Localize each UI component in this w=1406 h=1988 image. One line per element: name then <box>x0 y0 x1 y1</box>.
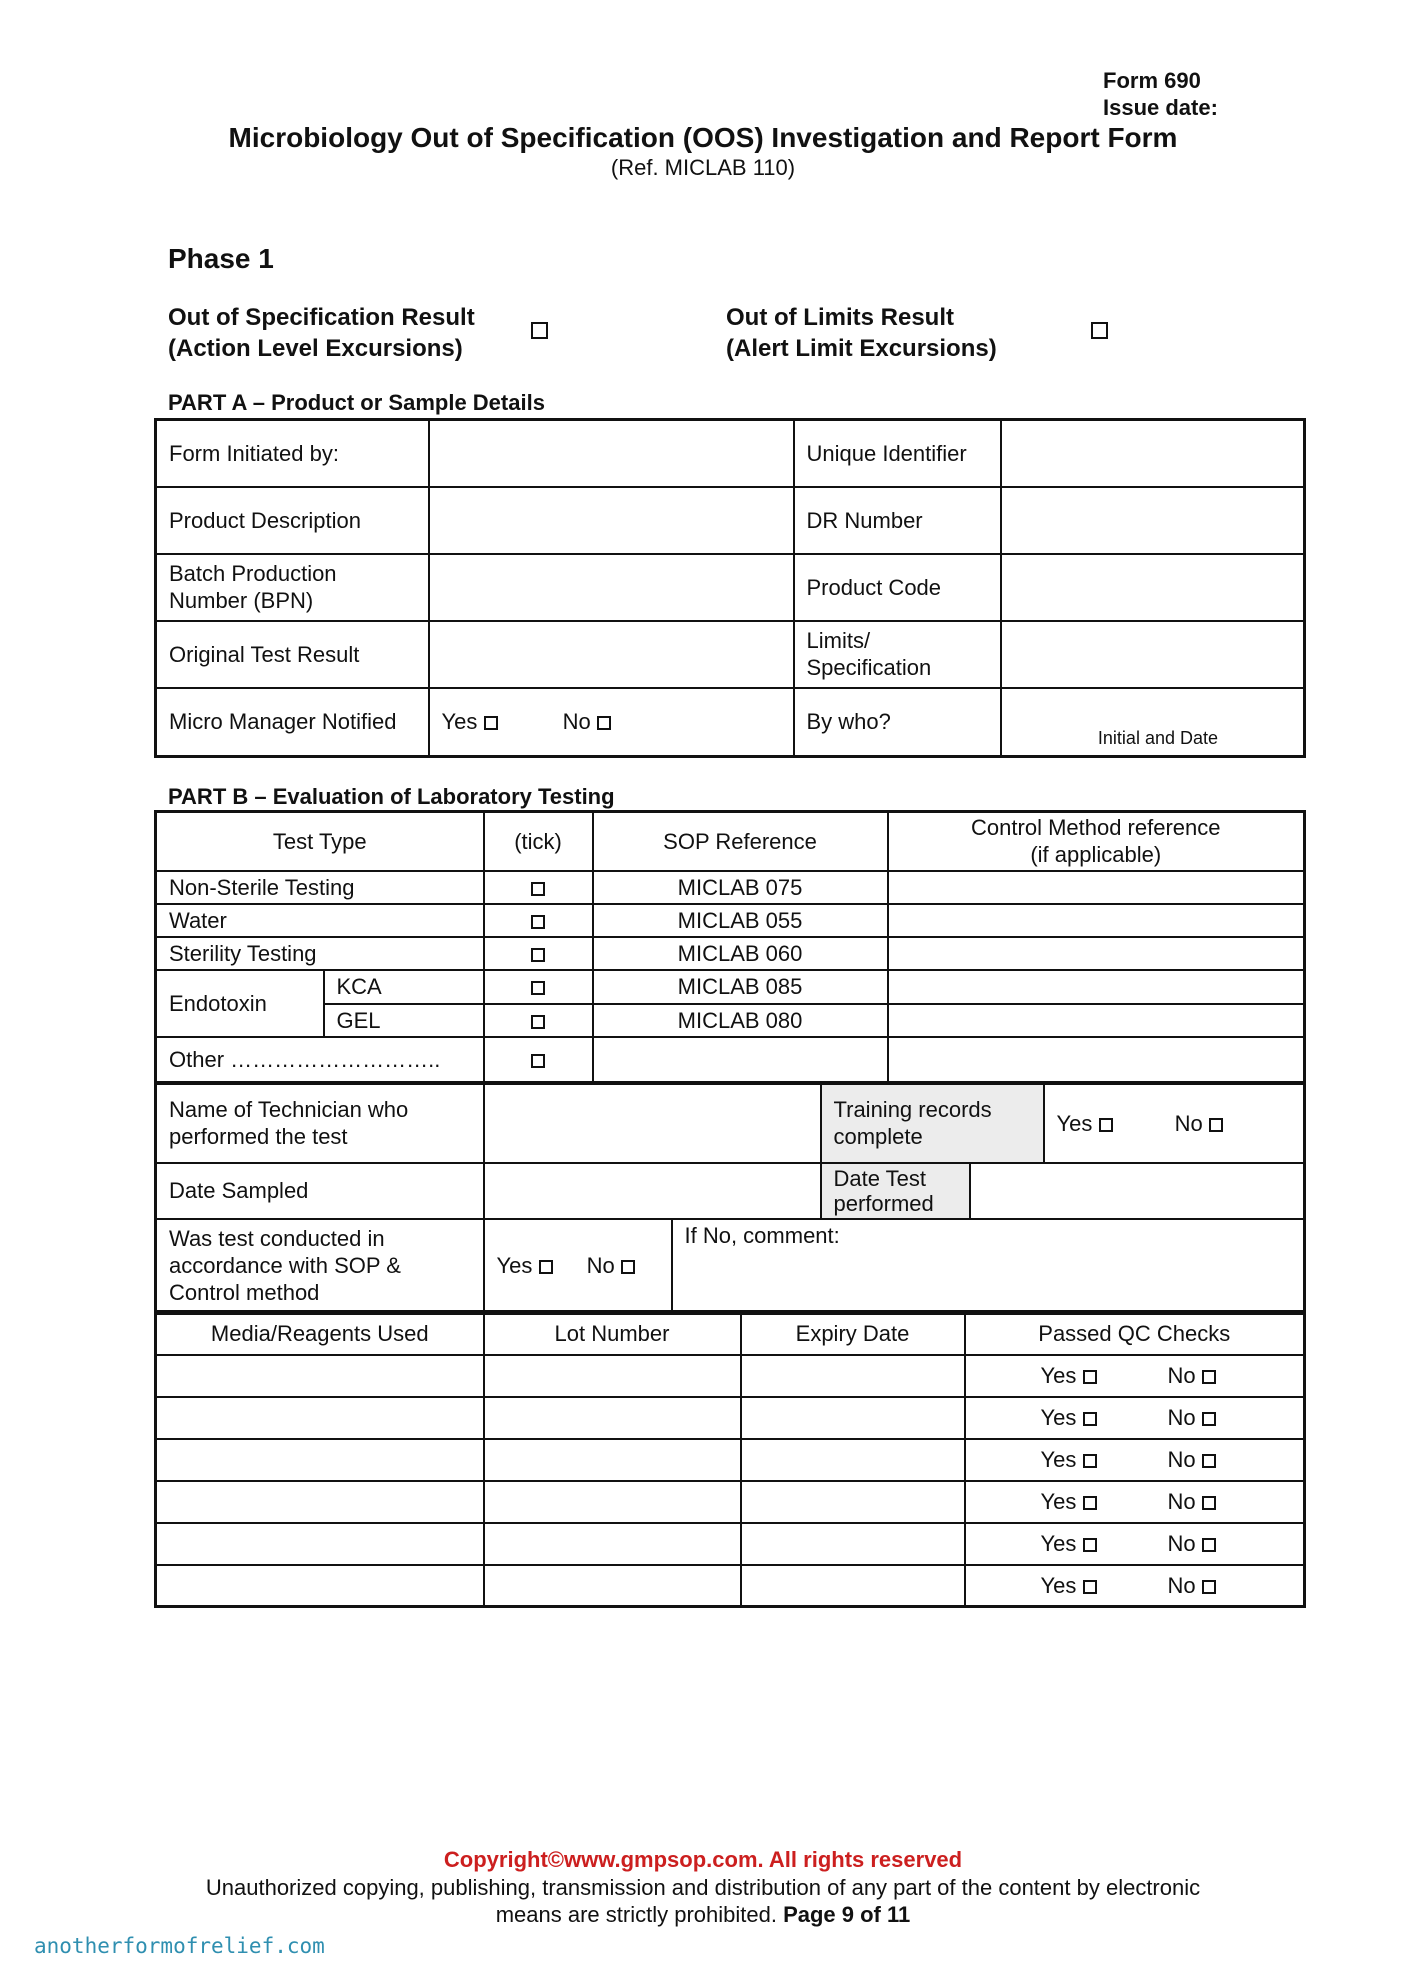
col-control-method: Control Method reference (if applicable) <box>888 812 1305 871</box>
test-type-non-sterile: Non-Sterile Testing <box>156 871 484 904</box>
expiry-cell[interactable] <box>741 1565 965 1607</box>
limits-field[interactable] <box>1001 621 1305 688</box>
initial-and-date-label: Initial and Date <box>1097 728 1218 748</box>
lot-cell[interactable] <box>484 1481 741 1523</box>
control-method-sterility[interactable] <box>888 937 1305 970</box>
non-sterile-checkbox[interactable] <box>531 882 545 896</box>
micro-manager-no-checkbox[interactable] <box>597 716 611 730</box>
qc-yes-checkbox[interactable] <box>1083 1538 1097 1552</box>
col-passed-qc: Passed QC Checks <box>965 1312 1305 1355</box>
dr-number-label: DR Number <box>794 487 1001 554</box>
ool-checkbox[interactable] <box>1091 322 1108 339</box>
micro-manager-yes-no: Yes No <box>429 688 794 757</box>
training-yes-checkbox[interactable] <box>1099 1118 1113 1132</box>
sterility-checkbox[interactable] <box>531 948 545 962</box>
lot-cell[interactable] <box>484 1397 741 1439</box>
qc-no-checkbox[interactable] <box>1202 1496 1216 1510</box>
limits-label: Limits/ Specification <box>794 621 1001 688</box>
control-method-non-sterile[interactable] <box>888 871 1305 904</box>
date-test-performed-label: Date Test performed <box>821 1163 970 1219</box>
ool-result-label: Out of Limits Result (Alert Limit Excursions) <box>726 304 997 362</box>
gel-checkbox[interactable] <box>531 1015 545 1029</box>
qc-cell: Yes No <box>965 1481 1305 1523</box>
qc-yes-checkbox[interactable] <box>1083 1496 1097 1510</box>
media-cell[interactable] <box>156 1481 484 1523</box>
qc-cell: Yes No <box>965 1565 1305 1607</box>
if-no-comment-field[interactable] <box>672 1219 1305 1314</box>
micro-manager-yes-checkbox[interactable] <box>484 716 498 730</box>
form-initiated-label: Form Initiated by: <box>156 420 429 487</box>
dr-number-field[interactable] <box>1001 487 1305 554</box>
endotoxin-gel: GEL <box>324 1004 484 1037</box>
qc-no-checkbox[interactable] <box>1202 1412 1216 1426</box>
copyright-notice: Copyright©www.gmpsop.com. All rights reserved <box>443 1847 963 1872</box>
qc-no-checkbox[interactable] <box>1202 1370 1216 1384</box>
bpn-label: Batch Production Number (BPN) <box>156 554 429 621</box>
expiry-cell[interactable] <box>741 1355 965 1397</box>
test-type-table <box>154 810 1306 1084</box>
media-reagents-table <box>154 1310 1306 1608</box>
qc-no-checkbox[interactable] <box>1202 1580 1216 1594</box>
expiry-cell[interactable] <box>741 1397 965 1439</box>
test-type-endotoxin: Endotoxin <box>156 970 324 1037</box>
by-who-label: By who? <box>794 688 1001 757</box>
media-cell[interactable] <box>156 1397 484 1439</box>
lot-cell[interactable] <box>484 1355 741 1397</box>
product-code-label: Product Code <box>794 554 1001 621</box>
sop-kca: MICLAB 085 <box>593 970 888 1004</box>
product-description-field[interactable] <box>429 487 794 554</box>
other-checkbox[interactable] <box>531 1054 545 1068</box>
date-test-performed-field[interactable] <box>970 1163 1305 1219</box>
product-description-label: Product Description <box>156 487 429 554</box>
kca-checkbox[interactable] <box>531 981 545 995</box>
form-reference: (Ref. MICLAB 110) <box>610 155 796 180</box>
by-who-field[interactable] <box>1001 688 1305 757</box>
sop-no-checkbox[interactable] <box>621 1260 635 1274</box>
date-sampled-label: Date Sampled <box>156 1163 484 1219</box>
page-number: Page 9 of 11 <box>783 1902 911 1927</box>
col-lot-number: Lot Number <box>484 1312 741 1355</box>
technician-label: Name of Technician who performed the test <box>156 1084 484 1163</box>
training-records-yes-no: Yes No <box>1044 1084 1305 1163</box>
micro-manager-label: Micro Manager Notified <box>156 688 429 757</box>
lot-cell[interactable] <box>484 1439 741 1481</box>
oos-result-label: Out of Specification Result (Action Level Excursions) <box>168 304 475 362</box>
lot-cell[interactable] <box>484 1523 741 1565</box>
expiry-cell[interactable] <box>741 1481 965 1523</box>
sop-other[interactable] <box>593 1037 888 1083</box>
col-sop-reference: SOP Reference <box>593 812 888 871</box>
sop-sterility: MICLAB 060 <box>593 937 888 970</box>
endotoxin-kca: KCA <box>324 970 484 1004</box>
table-row <box>156 1565 1305 1607</box>
unique-identifier-field[interactable] <box>1001 420 1305 487</box>
date-sampled-field[interactable] <box>484 1163 821 1219</box>
col-test-type: Test Type <box>156 812 484 871</box>
part-b-heading: PART B – Evaluation of Laboratory Testing <box>168 784 615 809</box>
issue-date: Issue date: <box>1103 95 1218 120</box>
col-media-reagents: Media/Reagents Used <box>156 1312 484 1355</box>
media-cell[interactable] <box>156 1565 484 1607</box>
test-type-sterility: Sterility Testing <box>156 937 484 970</box>
sop-yes-checkbox[interactable] <box>539 1260 553 1274</box>
if-no-comment-label: If No, comment: <box>684 1222 840 1248</box>
training-records-label: Training records complete <box>821 1084 1044 1163</box>
part-a-heading: PART A – Product or Sample Details <box>168 390 545 415</box>
technician-table <box>154 1082 1306 1315</box>
bpn-field[interactable] <box>429 554 794 621</box>
table-row <box>156 1355 1305 1397</box>
form-number: Form 690 <box>1103 68 1201 93</box>
qc-cell: Yes No <box>965 1397 1305 1439</box>
media-cell[interactable] <box>156 1523 484 1565</box>
table-row <box>156 1523 1305 1565</box>
qc-no-checkbox[interactable] <box>1202 1538 1216 1552</box>
qc-cell: Yes No <box>965 1355 1305 1397</box>
test-type-water: Water <box>156 904 484 937</box>
table-row <box>156 1439 1305 1481</box>
expiry-cell[interactable] <box>741 1439 965 1481</box>
water-checkbox[interactable] <box>531 915 545 929</box>
control-method-kca[interactable] <box>888 970 1305 1004</box>
media-cell[interactable] <box>156 1355 484 1397</box>
technician-field[interactable] <box>484 1084 821 1163</box>
control-method-water[interactable] <box>888 904 1305 937</box>
lot-cell[interactable] <box>484 1565 741 1607</box>
qc-yes-checkbox[interactable] <box>1083 1412 1097 1426</box>
unique-identifier-label: Unique Identifier <box>794 420 1001 487</box>
sop-accordance-label: Was test conducted in accordance with SOP & Control method <box>156 1219 484 1314</box>
copyright-line2: Unauthorized copying, publishing, transmission and distribution of any part of the content by electronic <box>205 1875 1201 1900</box>
sop-gel: MICLAB 080 <box>593 1004 888 1037</box>
qc-cell: Yes No <box>965 1439 1305 1481</box>
original-test-result-label: Original Test Result <box>156 621 429 688</box>
qc-no-checkbox[interactable] <box>1202 1454 1216 1468</box>
table-row <box>156 1481 1305 1523</box>
sop-non-sterile: MICLAB 075 <box>593 871 888 904</box>
product-code-field[interactable] <box>1001 554 1305 621</box>
expiry-cell[interactable] <box>741 1523 965 1565</box>
watermark-text[interactable]: anotherformofrelief.com <box>34 1934 325 1958</box>
phase-heading: Phase 1 <box>168 243 274 274</box>
qc-cell: Yes No <box>965 1523 1305 1565</box>
control-method-other[interactable] <box>888 1037 1305 1083</box>
control-method-gel[interactable] <box>888 1004 1305 1037</box>
table-row <box>156 1397 1305 1439</box>
original-test-result-field[interactable] <box>429 621 794 688</box>
copyright-line3: means are strictly prohibited. Page 9 of 11 <box>495 1902 911 1927</box>
training-no-checkbox[interactable] <box>1209 1118 1223 1132</box>
oos-checkbox[interactable] <box>531 322 548 339</box>
col-expiry-date: Expiry Date <box>741 1312 965 1355</box>
sop-accordance-yes-no: Yes No <box>484 1219 672 1314</box>
qc-yes-checkbox[interactable] <box>1083 1370 1097 1384</box>
qc-yes-checkbox[interactable] <box>1083 1580 1097 1594</box>
test-type-other: Other ……………………….. <box>156 1037 484 1083</box>
part-a-table <box>154 418 1306 758</box>
form-initiated-field[interactable] <box>429 420 794 487</box>
sop-water: MICLAB 055 <box>593 904 888 937</box>
col-tick: (tick) <box>484 812 593 871</box>
media-cell[interactable] <box>156 1439 484 1481</box>
form-title: Microbiology Out of Specification (OOS) Investigation and Report Form <box>228 122 1178 153</box>
qc-yes-checkbox[interactable] <box>1083 1454 1097 1468</box>
